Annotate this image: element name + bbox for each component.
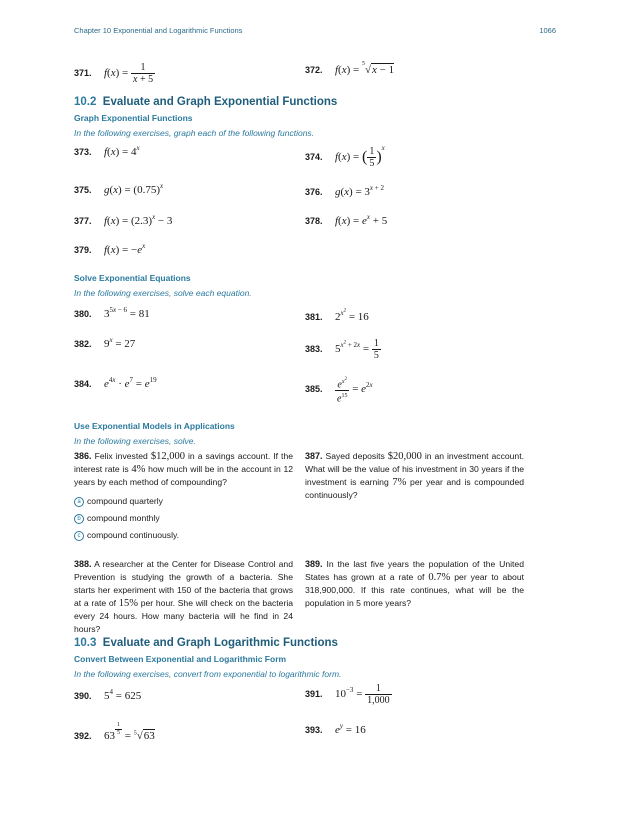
running-header: Chapter 10 Exponential and Logarithmic Functions — [74, 26, 243, 35]
exercise-376: 376. $g(x) = 3^{x + 2}$ — [305, 184, 384, 198]
subheading-convert: Convert Between Exponential and Logarithmic Form — [74, 654, 287, 664]
section-heading-10-2: 10.2 Evaluate and Graph Exponential Functions — [74, 96, 338, 108]
option-c: c compound continuously. — [74, 530, 179, 541]
option-a: a compound quarterly — [74, 496, 163, 507]
exercise-378: 378. $f(x) = e^x + 5$ — [305, 213, 388, 227]
exercise-386: 386. Felix invested $12,000 in a savings account. If the interest rate is 4% how much will be in the account in 12 years by each method of compounding? — [74, 451, 294, 487]
instruction-graph: In the following exercises, graph each of the following functions. — [74, 128, 315, 138]
exercise-379: 379. $f(x) = -e^x$ — [74, 242, 146, 256]
exercise-375: 375. $g(x) = (0.75)^x$ — [74, 182, 164, 196]
exercise-388: 388. A researcher at the Center for Disease Control and Prevention is studying the growth of a bacteria. She starts her experiment with 150 of the bacteria that grows at a rate of 15% per hour. She will check on the bacteria every 24 hours. How many bacteria will he find in 24 hours? — [74, 559, 294, 634]
exercise-389: 389. In the last five years the population of the United States has grown at a rate of 0.7% per year to about 318,900,000. If this rate continues, what will be the population in 5 more years? — [305, 559, 525, 608]
instruction-convert: In the following exercises, convert from exponential to logarithmic form. — [74, 669, 342, 679]
exercise-380: 380. $3^{5x - 6} = 81$ — [74, 306, 150, 320]
exercise-383: 383. $5^{x^2 + 2x}$ = $\frac{1}{5}$ — [305, 338, 379, 361]
subheading-graph: Graph Exponential Functions — [74, 113, 193, 123]
exercise-381: 381. $2^{x^2} = 16$ — [305, 308, 369, 323]
exercise-374: 374. f(x) = ( $\frac{1}{5}$ )$^x$ — [305, 144, 385, 169]
subheading-applications: Use Exponential Models in Applications — [74, 421, 235, 431]
exercise-392: 392. 63 $^{\frac{1}{5}}$ = $^5$√63 — [74, 722, 155, 743]
exercise-382: 382. $9^x = 27$ — [74, 336, 136, 350]
subheading-solve: Solve Exponential Equations — [74, 273, 191, 283]
option-a-marker: a — [74, 497, 84, 507]
exercise-384: 384. $e^{4x} \cdot e^7 = e^{19}$ — [74, 376, 157, 390]
exercise-391: 391. $10^{-3}$ = $\frac{1}{1,000}$ — [305, 683, 390, 706]
exercise-385: 385. $\frac{e^{x^2}}{e^{15}}$ = $e^{2x}$ — [305, 377, 373, 405]
instruction-solve: In the following exercises, solve each equation. — [74, 288, 252, 298]
option-b-marker: b — [74, 514, 84, 524]
option-c-marker: c — [74, 531, 84, 541]
instruction-applications: In the following exercises, solve. — [74, 436, 196, 446]
exercise-393: 393. $e^y = 16$ — [305, 722, 366, 736]
exercise-371: 371. f(x) = $\frac{1}{x + 5}$ — [74, 62, 154, 85]
exercise-390: 390. $5^4 = 625$ — [74, 688, 142, 702]
page-number: 1066 — [539, 26, 556, 35]
section-heading-10-3: 10.3 Evaluate and Graph Logarithmic Functions — [74, 637, 338, 649]
exercise-373: 373. $f(x) = 4^x$ — [74, 144, 140, 158]
exercise-387: 387. Sayed deposits $20,000 in an investment account. What will be the value of his investment in 30 years if the investment is earning 7% per year and is compounded continuously? — [305, 451, 525, 500]
option-b: b compound monthly — [74, 513, 160, 524]
exercise-372: 372. f(x) = $^5$√x − 1 — [305, 61, 395, 76]
exercise-377: 377. $f(x) = (2.3)^x - 3$ — [74, 213, 173, 227]
